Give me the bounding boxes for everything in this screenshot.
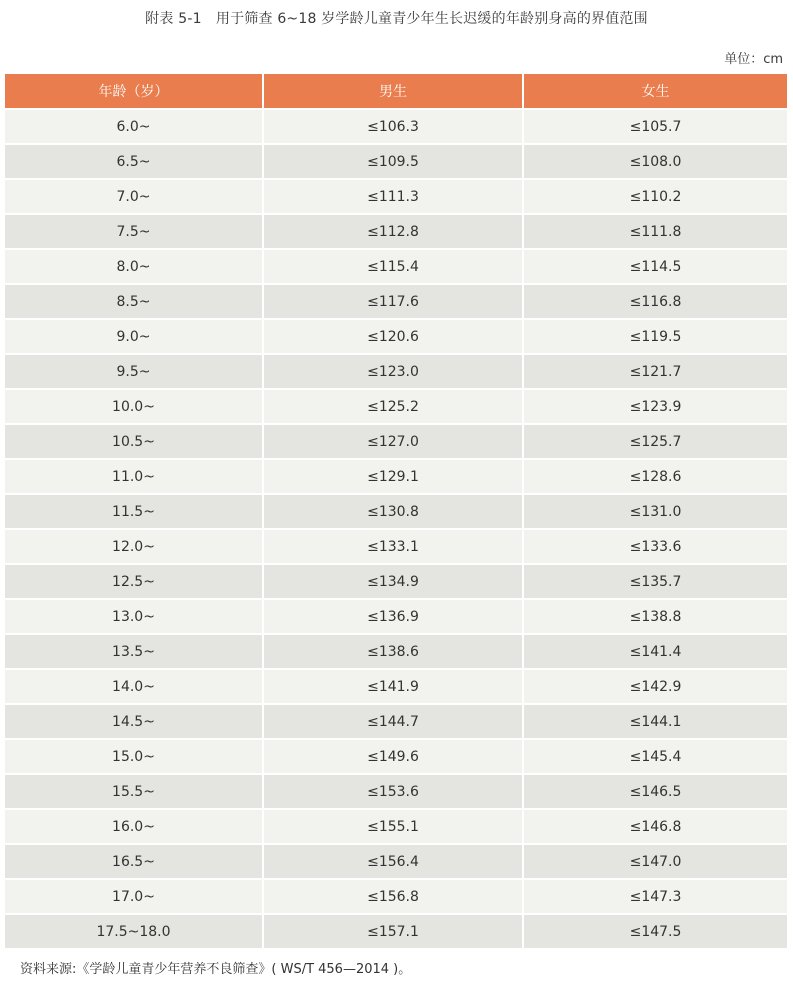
table-row <box>5 108 787 143</box>
cell-boys: ≤136.9 <box>264 598 524 633</box>
table-row <box>5 178 787 213</box>
cell-girls: ≤123.9 <box>524 388 787 423</box>
table-row <box>5 808 787 843</box>
cell-age: 8.0~ <box>5 248 264 283</box>
cell-age: 13.5~ <box>5 633 264 668</box>
table-row <box>5 318 787 353</box>
cell-girls: ≤116.8 <box>524 283 787 318</box>
table-row <box>5 633 787 668</box>
cell-girls: ≤111.8 <box>524 213 787 248</box>
cell-girls: ≤146.5 <box>524 773 787 808</box>
header-boys: 男生 <box>264 74 524 108</box>
table-row <box>5 388 787 423</box>
cell-age: 13.0~ <box>5 598 264 633</box>
table-row <box>5 248 787 283</box>
cell-boys: ≤134.9 <box>264 563 524 598</box>
cell-girls: ≤125.7 <box>524 423 787 458</box>
table-row <box>5 703 787 738</box>
cell-boys: ≤156.8 <box>264 878 524 913</box>
cell-boys: ≤155.1 <box>264 808 524 843</box>
cell-boys: ≤153.6 <box>264 773 524 808</box>
cell-age: 17.5~18.0 <box>5 913 264 948</box>
cell-age: 7.5~ <box>5 213 264 248</box>
cell-boys: ≤157.1 <box>264 913 524 948</box>
cell-girls: ≤108.0 <box>524 143 787 178</box>
cell-boys: ≤130.8 <box>264 493 524 528</box>
cell-age: 14.5~ <box>5 703 264 738</box>
cell-age: 11.5~ <box>5 493 264 528</box>
table-row <box>5 598 787 633</box>
cell-boys: ≤109.5 <box>264 143 524 178</box>
table-row <box>5 143 787 178</box>
cell-age: 16.5~ <box>5 843 264 878</box>
table-title: 附表 5-1 用于筛查 6~18 岁学龄儿童青少年生长迟缓的年龄别身高的界值范围 <box>145 11 648 27</box>
cell-age: 9.0~ <box>5 318 264 353</box>
cell-girls: ≤146.8 <box>524 808 787 843</box>
cell-girls: ≤128.6 <box>524 458 787 493</box>
cell-girls: ≤144.1 <box>524 703 787 738</box>
cell-boys: ≤123.0 <box>264 353 524 388</box>
cell-girls: ≤110.2 <box>524 178 787 213</box>
cell-girls: ≤131.0 <box>524 493 787 528</box>
cell-boys: ≤112.8 <box>264 213 524 248</box>
source-note: 资料来源:《学龄儿童青少年营养不良筛查》( WS/T 456—2014 )。 <box>20 962 412 977</box>
table-row <box>5 353 787 388</box>
table-row <box>5 738 787 773</box>
cell-boys: ≤144.7 <box>264 703 524 738</box>
cell-girls: ≤135.7 <box>524 563 787 598</box>
cell-boys: ≤106.3 <box>264 108 524 143</box>
cell-age: 7.0~ <box>5 178 264 213</box>
cell-girls: ≤121.7 <box>524 353 787 388</box>
table-row <box>5 493 787 528</box>
cell-age: 8.5~ <box>5 283 264 318</box>
table-row <box>5 773 787 808</box>
cell-age: 10.0~ <box>5 388 264 423</box>
table-row <box>5 668 787 703</box>
cell-boys: ≤115.4 <box>264 248 524 283</box>
cell-girls: ≤138.8 <box>524 598 787 633</box>
cell-boys: ≤133.1 <box>264 528 524 563</box>
cell-girls: ≤119.5 <box>524 318 787 353</box>
cell-age: 12.5~ <box>5 563 264 598</box>
cell-boys: ≤111.3 <box>264 178 524 213</box>
cell-age: 6.5~ <box>5 143 264 178</box>
cell-girls: ≤105.7 <box>524 108 787 143</box>
cell-age: 15.0~ <box>5 738 264 773</box>
header-girls: 女生 <box>524 74 787 108</box>
table-row <box>5 913 787 948</box>
cell-boys: ≤138.6 <box>264 633 524 668</box>
cell-girls: ≤147.3 <box>524 878 787 913</box>
cell-boys: ≤125.2 <box>264 388 524 423</box>
cell-age: 6.0~ <box>5 108 264 143</box>
cell-age: 10.5~ <box>5 423 264 458</box>
table-row <box>5 528 787 563</box>
cell-boys: ≤127.0 <box>264 423 524 458</box>
table-header-row <box>5 74 787 108</box>
cell-boys: ≤129.1 <box>264 458 524 493</box>
table-row <box>5 423 787 458</box>
header-age: 年龄（岁） <box>5 74 264 108</box>
cell-girls: ≤142.9 <box>524 668 787 703</box>
cell-boys: ≤149.6 <box>264 738 524 773</box>
table-row <box>5 283 787 318</box>
cell-age: 12.0~ <box>5 528 264 563</box>
unit-label: 单位：cm <box>724 52 783 67</box>
cell-boys: ≤141.9 <box>264 668 524 703</box>
cell-boys: ≤117.6 <box>264 283 524 318</box>
table-row <box>5 878 787 913</box>
cell-girls: ≤133.6 <box>524 528 787 563</box>
cell-girls: ≤145.4 <box>524 738 787 773</box>
cell-girls: ≤114.5 <box>524 248 787 283</box>
cell-girls: ≤147.5 <box>524 913 787 948</box>
cell-age: 14.0~ <box>5 668 264 703</box>
cell-age: 16.0~ <box>5 808 264 843</box>
table-row <box>5 458 787 493</box>
cell-boys: ≤156.4 <box>264 843 524 878</box>
table-row <box>5 563 787 598</box>
cell-girls: ≤147.0 <box>524 843 787 878</box>
cell-age: 17.0~ <box>5 878 264 913</box>
cell-girls: ≤141.4 <box>524 633 787 668</box>
table-row <box>5 843 787 878</box>
cell-boys: ≤120.6 <box>264 318 524 353</box>
cell-age: 15.5~ <box>5 773 264 808</box>
height-cutoff-table <box>5 74 787 948</box>
table-row <box>5 213 787 248</box>
cell-age: 9.5~ <box>5 353 264 388</box>
cell-age: 11.0~ <box>5 458 264 493</box>
